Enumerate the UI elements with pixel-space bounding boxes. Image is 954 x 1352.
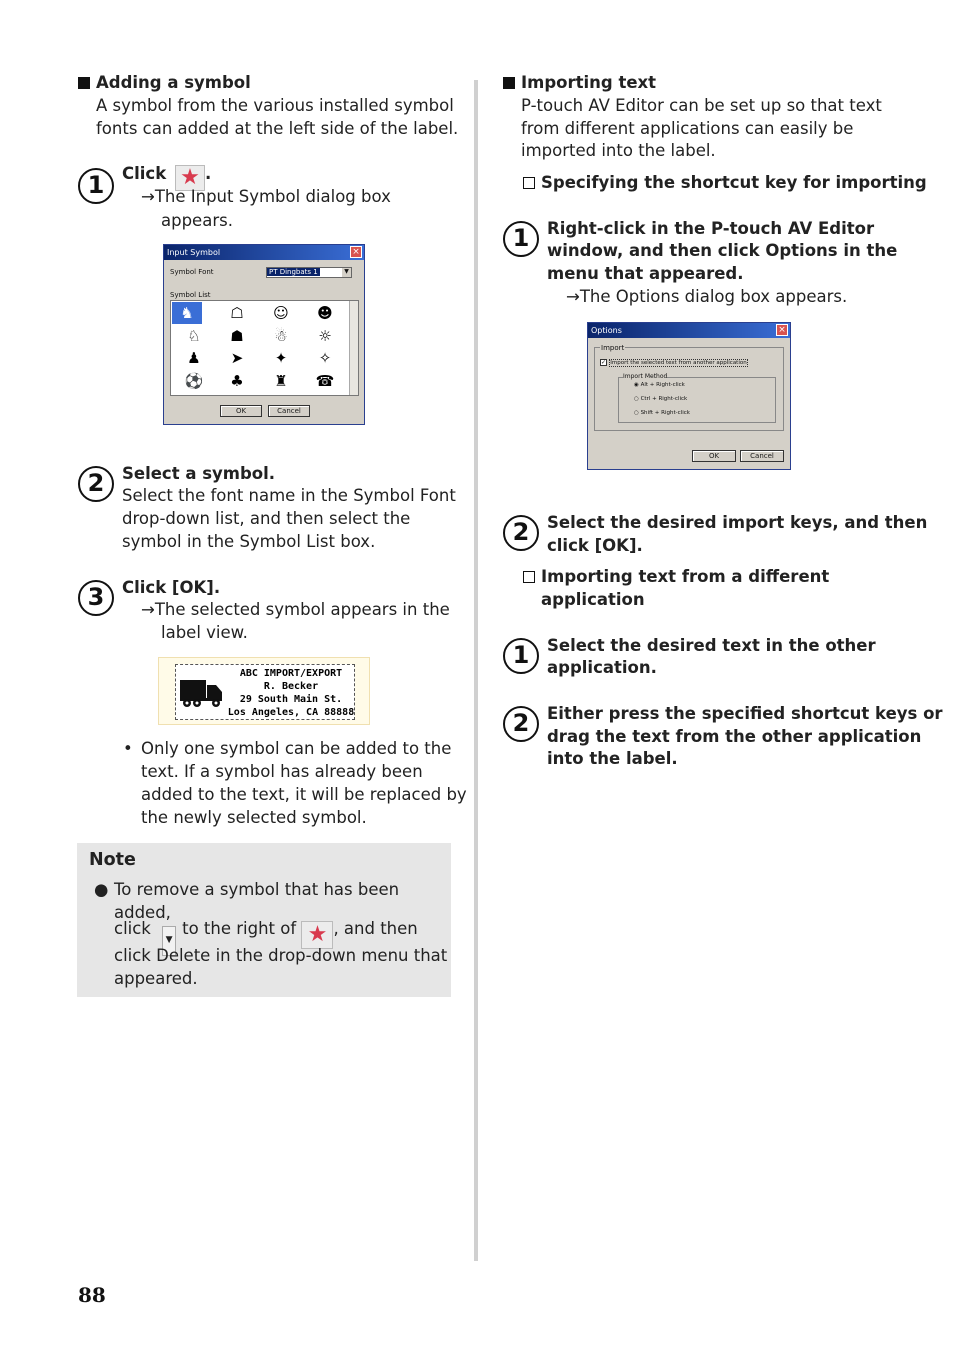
right-arrow-icon: → [141,187,155,206]
scrollbar[interactable] [349,301,358,395]
symbol-cell-bird[interactable]: ✧ [318,349,332,367]
symbol-cell-tree[interactable]: ♣ [230,372,244,390]
step-number-1: 1 [78,168,114,204]
step-number-2: 2 [78,466,114,502]
dialog-titlebar: Options × [588,323,790,338]
symbol-cell-dragon[interactable]: ☃ [274,327,288,345]
dropdown-arrow-icon: ▼ [162,926,176,956]
radio-selected-icon[interactable]: ◉ [634,382,639,388]
label-text: ABC IMPORT/EXPORT R. Becker 29 South Main St. Los Angeles, CA 88888 [227,668,355,718]
stepA1-result: →The Options dialog box appears. [566,287,848,306]
note-line-1: To remove a symbol that has been added, [114,880,400,922]
step1-instruction: Click ★ . [122,164,212,190]
step2-title: Select a symbol. [122,464,276,483]
stepA2-line2: click [OK]. [547,536,643,555]
radio-icon[interactable]: ○ [634,410,639,416]
right-arrow-icon: → [566,287,580,306]
stepB2-line1: Either press the specified shortcut keys or [547,704,943,723]
step3-title: Click [OK]. [122,578,221,597]
radio-shift-right-click[interactable]: ○ Shift + Right-click [634,410,690,416]
symbol-list-box[interactable] [170,300,359,396]
symbol-cell-penguin[interactable]: ♟ [187,349,201,367]
chevron-down-icon[interactable]: ▼ [342,268,351,277]
symbol-cell-dino[interactable]: ♜ [274,372,288,390]
symbol-cell-cat[interactable]: ☺ [273,304,289,322]
open-square-icon [523,571,535,583]
symbol-cell-shark[interactable]: ➤ [230,349,244,367]
ok-button[interactable]: OK [692,450,736,462]
step2-body-1: Select the font name in the Symbol Font [122,486,456,505]
bullet-dot: • [123,739,133,758]
subheading-importing-from-app: Importing text from a different [523,565,829,588]
bullet-line-4: the newly selected symbol. [141,808,367,827]
stepB2-line3: into the label. [547,749,678,768]
intro-line-2: fonts can added at the left side of the label. [96,119,459,138]
import-checkbox-row[interactable]: ✓ Import the selected text from another application [601,359,747,366]
cancel-button[interactable]: Cancel [740,450,784,462]
radio-icon[interactable]: ○ [634,396,639,402]
truck-icon [180,678,224,708]
ok-button[interactable]: OK [220,405,262,417]
step-number-b1: 1 [503,638,539,674]
close-icon[interactable]: × [350,246,362,258]
note-bullet: ● [94,880,109,899]
import-method-label: Import Method [623,373,668,380]
symbol-cell-phone[interactable]: ☎ [315,372,335,390]
cancel-button[interactable]: Cancel [268,405,310,417]
input-symbol-dialog [163,244,365,425]
step3-result-line2: label view. [161,623,248,642]
right-arrow-icon: → [141,600,155,619]
step2-body-2: drop-down list, and then select the [122,509,411,528]
symbol-cell-sign[interactable]: ☖ [230,304,244,322]
import-group-label: Import [601,344,625,352]
step-number-a2: 2 [503,515,539,551]
star-icon: ★ [301,921,333,949]
options-dialog [587,322,791,470]
filled-square-icon [503,77,515,89]
right-intro-2: from different applications can easily be [521,119,854,138]
right-intro-1: P-touch AV Editor can be set up so that text [521,96,882,115]
intro-line-1: A symbol from the various installed symbol [96,96,454,115]
right-intro-3: imported into the label. [521,141,716,160]
subheading-importing-from-app-2: application [541,590,645,609]
column-divider [474,80,478,1261]
stepA1-line2: window, and then click Options in the [547,241,898,260]
stepA1-line1: Right-click in the P-touch AV Editor [547,219,875,238]
stepB1-line2: application. [547,658,657,677]
symbol-list-label: Symbol List [170,291,211,299]
note-line-4: appeared. [114,969,198,988]
step1-result-line2: appears. [161,211,233,230]
stepB1-line1: Select the desired text in the other [547,636,876,655]
step2-body-3: symbol in the Symbol List box. [122,532,376,551]
note-line-3: click Delete in the drop-down menu that [114,946,448,965]
symbol-font-label: Symbol Font [170,268,214,276]
bullet-line-3: added to the text, it will be replaced by [141,785,467,804]
label-area [175,664,355,720]
note-title: Note [89,850,136,870]
symbol-cell-lion[interactable]: ☼ [318,327,332,345]
section-heading-adding-symbol: Adding a symbol [78,71,251,94]
step-number-a1: 1 [503,221,539,257]
bullet-line-2: text. If a symbol has already been [141,762,423,781]
filled-square-icon [78,77,90,89]
open-square-icon [523,177,535,189]
symbol-cell-panda[interactable]: ☻ [317,304,333,322]
bullet-line-1: Only one symbol can be added to the [141,739,452,758]
step1-result-line1: →The Input Symbol dialog box [141,187,391,206]
close-icon[interactable]: × [776,324,788,336]
step-number-3: 3 [78,580,114,616]
section-heading-importing-text: Importing text [503,71,656,94]
stepA2-line1: Select the desired import keys, and then [547,513,928,532]
note-line-2: click ▼to the right of ★ , and then [114,917,418,956]
dialog-titlebar: Input Symbol × [164,245,364,260]
stepB2-line2: drag the text from the other application [547,727,922,746]
step-number-b2: 2 [503,706,539,742]
symbol-cell-fish[interactable]: ✦ [274,349,288,367]
note-box [77,843,451,997]
symbol-font-dropdown[interactable]: PT Dingbats 1 ▼ [266,267,352,278]
symbol-cell-horse[interactable]: ♞ [172,302,202,324]
radio-ctrl-right-click[interactable]: ○ Ctrl + Right-click [634,396,688,402]
subheading-shortcut-key: Specifying the shortcut key for importing [523,171,927,194]
step3-result-line1: →The selected symbol appears in the [141,600,450,619]
label-preview [158,657,370,725]
checkbox-checked-icon[interactable]: ✓ [601,359,607,366]
stepA1-line3: menu that appeared. [547,264,744,283]
page-number: 88 [78,1283,106,1307]
symbol-cell-robot[interactable]: ☗ [230,327,244,345]
radio-alt-right-click[interactable]: ◉ Alt + Right-click [634,382,685,388]
symbol-cell-globe[interactable]: ⚽ [184,372,204,390]
star-icon: ★ [175,165,205,191]
symbol-cell-elephant[interactable]: ♘ [187,327,201,345]
